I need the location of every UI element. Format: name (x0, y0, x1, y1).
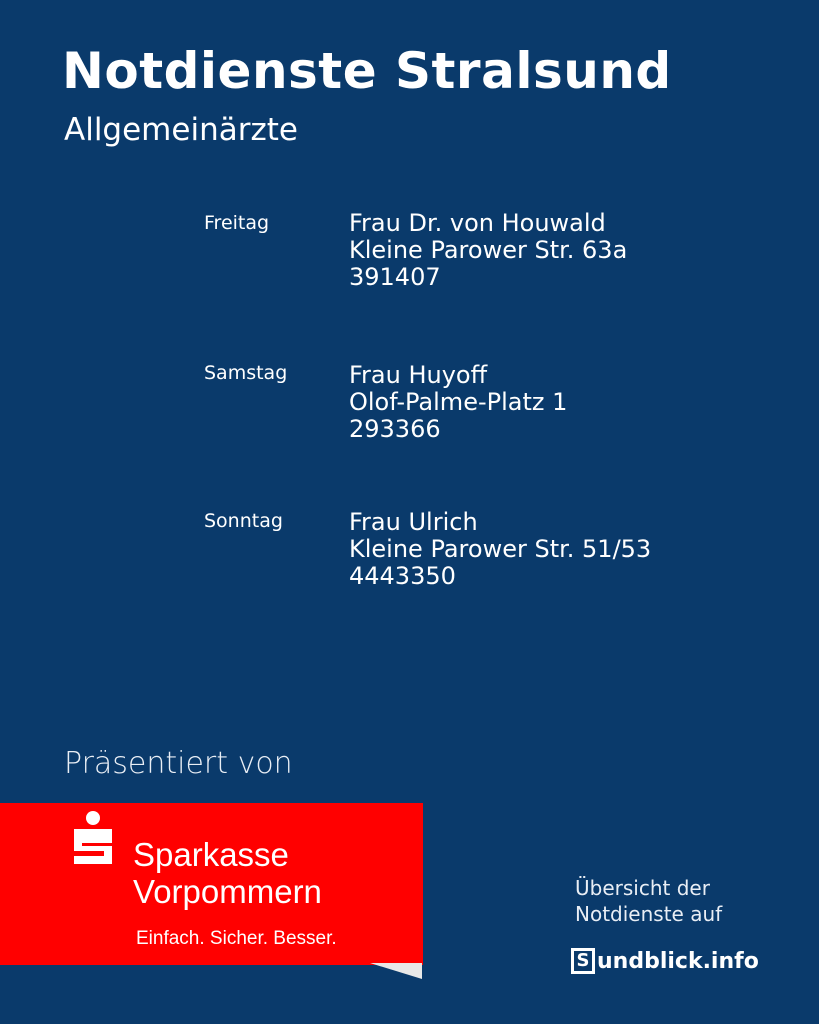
doctor-address: Olof-Palme-Platz 1 (349, 388, 568, 416)
duty-day: Sonntag (204, 510, 283, 532)
duty-info (349, 362, 567, 443)
doctor-address: Kleine Parower Str. 63a (349, 236, 628, 264)
page-subtitle: Allgemeinärzte (64, 112, 298, 148)
sponsor-name-line1: Sparkasse (133, 836, 289, 873)
page-title: Notdienste Stralsund (62, 42, 672, 100)
sparkasse-s-icon (70, 810, 116, 872)
overview-line1: Übersicht der (575, 876, 710, 900)
doctor-phone: 391407 (349, 263, 441, 291)
duty-info (349, 210, 627, 291)
duty-info (349, 509, 651, 590)
doctor-phone: 4443350 (349, 562, 456, 590)
doctor-address: Kleine Parower Str. 51/53 (349, 535, 652, 563)
doctor-name: Frau Ulrich (349, 508, 478, 536)
overview-line2: Notdienste auf (575, 902, 723, 926)
sponsor-name-line2: Vorpommern (133, 873, 322, 910)
sponsor-banner-fold (370, 963, 422, 979)
sponsor-slogan: Einfach. Sicher. Besser. (136, 928, 337, 949)
doctor-name: Frau Dr. von Houwald (349, 209, 606, 237)
duty-day: Samstag (204, 362, 288, 384)
sundblick-link[interactable] (571, 948, 759, 978)
presented-by-label: Präsentiert von (64, 746, 293, 781)
duty-day: Freitag (204, 212, 270, 234)
doctor-phone: 293366 (349, 415, 441, 443)
doctor-name: Frau Huyoff (349, 361, 488, 389)
sponsor-name (133, 836, 322, 910)
overview-text (575, 875, 722, 927)
sundblick-logo-text: undblick.info (597, 948, 759, 974)
sundblick-logo-letter: S (571, 948, 595, 974)
